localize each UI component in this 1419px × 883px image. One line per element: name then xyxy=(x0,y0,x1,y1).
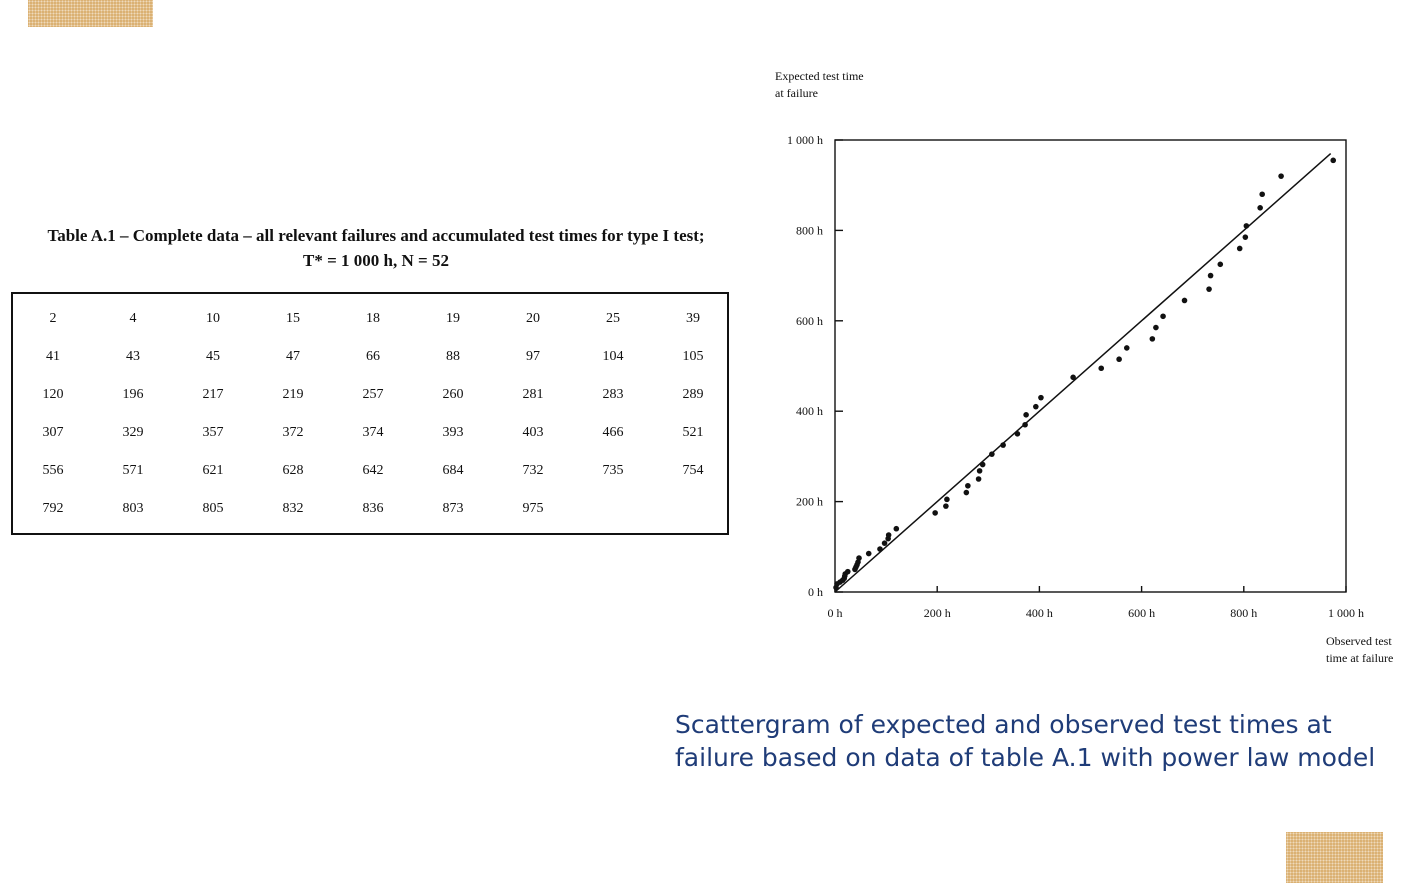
table-cell xyxy=(573,490,653,528)
table-cell: 374 xyxy=(362,425,384,440)
y-tick-label: 600 h xyxy=(796,313,823,328)
data-point xyxy=(980,462,986,468)
table-cell: 43 xyxy=(126,349,140,364)
table-cell: 4 xyxy=(129,311,137,326)
table-cell: 873 xyxy=(442,501,464,516)
table-cell: 571 xyxy=(122,463,144,478)
table-row xyxy=(13,338,733,376)
table-cell: 104 xyxy=(602,349,624,364)
y-tick-label: 200 h xyxy=(796,494,823,509)
data-table xyxy=(13,300,733,528)
data-point xyxy=(1330,158,1336,164)
data-point xyxy=(886,532,892,538)
table-row xyxy=(13,490,733,528)
data-point xyxy=(1160,313,1166,319)
data-point xyxy=(866,551,872,557)
table-cell: 2 xyxy=(49,311,57,326)
caption-line2: failure based on data of table A.1 with power law model xyxy=(675,743,1376,772)
table-cell: 307 xyxy=(42,425,64,440)
table-cell: 329 xyxy=(122,425,144,440)
data-point xyxy=(964,490,970,496)
data-point xyxy=(977,468,983,474)
data-point xyxy=(1150,336,1156,342)
table-cell: 15 xyxy=(286,311,300,326)
table-row xyxy=(13,300,733,338)
table-cell: 45 xyxy=(206,349,220,364)
data-point xyxy=(1208,273,1214,279)
table-cell: 289 xyxy=(682,387,704,402)
table-cell: 120 xyxy=(42,387,64,402)
table-cell: 393 xyxy=(442,425,464,440)
table-cell: 642 xyxy=(362,463,384,478)
data-point xyxy=(1243,234,1249,240)
data-point xyxy=(856,555,862,561)
table-cell: 41 xyxy=(46,349,60,364)
table-row xyxy=(13,376,733,414)
data-point xyxy=(894,526,900,532)
table-cell: 735 xyxy=(602,463,624,478)
x-tick-label: 0 h xyxy=(827,606,843,620)
decorative-top-bar xyxy=(28,0,153,27)
data-point xyxy=(1206,286,1212,292)
table-title xyxy=(6,223,746,273)
table-cell: 260 xyxy=(442,387,464,402)
data-points xyxy=(833,158,1336,591)
table-cell: 257 xyxy=(362,387,384,402)
table-cell: 792 xyxy=(42,501,64,516)
data-point xyxy=(1124,345,1130,351)
y-axis-label-line1: Expected test time xyxy=(775,69,864,83)
table-cell: 466 xyxy=(602,425,624,440)
data-point xyxy=(965,483,971,489)
data-point xyxy=(1098,365,1104,371)
table-cell: 10 xyxy=(206,311,220,326)
table-title-line1: Table A.1 – Complete data – all relevant failures and accumulated test times for type I test; xyxy=(47,226,705,245)
data-point xyxy=(1278,173,1284,179)
table-cell: 805 xyxy=(202,501,224,516)
table-row xyxy=(13,452,733,490)
data-point xyxy=(1070,375,1076,381)
x-tick-label: 800 h xyxy=(1230,606,1258,620)
data-point xyxy=(1237,246,1243,252)
data-point xyxy=(932,510,938,516)
caption-line1: Scattergram of expected and observed test times at xyxy=(675,710,1332,739)
table-cell: 217 xyxy=(202,387,224,402)
table-cell: 19 xyxy=(446,311,460,326)
table-cell: 25 xyxy=(606,311,620,326)
table-cell: 621 xyxy=(202,463,224,478)
table-cell: 684 xyxy=(442,463,464,478)
data-point xyxy=(1023,412,1029,418)
table-cell: 832 xyxy=(282,501,304,516)
y-tick-label: 800 h xyxy=(796,223,823,238)
table-cell: 357 xyxy=(202,425,224,440)
data-point xyxy=(1182,298,1188,304)
table-cell: 521 xyxy=(682,425,704,440)
table-cell: 66 xyxy=(366,349,380,364)
x-tick-label: 1 000 h xyxy=(1328,606,1364,620)
table-cell: 47 xyxy=(286,349,300,364)
x-tick-label: 400 h xyxy=(1025,606,1053,620)
data-point xyxy=(877,546,883,552)
data-point xyxy=(1259,191,1265,197)
data-point xyxy=(989,451,995,457)
table-cell: 105 xyxy=(682,349,704,364)
table-cell: 18 xyxy=(366,311,380,326)
data-point xyxy=(976,476,982,482)
data-point xyxy=(845,569,851,575)
data-point xyxy=(943,503,949,509)
data-point xyxy=(1244,223,1250,229)
data-point xyxy=(1257,205,1263,211)
table-cell: 219 xyxy=(282,387,304,402)
data-point xyxy=(1116,356,1122,362)
x-axis-label-line2: time at failure xyxy=(1326,651,1394,665)
data-point xyxy=(944,497,950,503)
table-cell: 975 xyxy=(522,501,544,516)
data-point xyxy=(1015,431,1021,437)
table-row xyxy=(13,414,733,452)
scatter-chart xyxy=(760,60,1415,675)
table-cell: 403 xyxy=(522,425,544,440)
x-axis-label-line1: Observed test xyxy=(1326,634,1392,648)
y-tick-label: 400 h xyxy=(796,404,823,419)
table-cell: 732 xyxy=(522,463,544,478)
table-title-line2: T* = 1 000 h, N = 52 xyxy=(303,251,449,270)
data-point xyxy=(1038,395,1044,401)
table-cell: 196 xyxy=(122,387,144,402)
table-cell: 88 xyxy=(446,349,460,364)
fit-line xyxy=(835,154,1331,592)
y-axis-label-line2: at failure xyxy=(775,86,818,100)
table-cell: 372 xyxy=(282,425,304,440)
table-cell: 556 xyxy=(42,463,64,478)
table-cell: 803 xyxy=(122,501,144,516)
y-tick-label: 1 000 h xyxy=(787,133,823,147)
data-point xyxy=(1000,442,1006,448)
table-cell: 281 xyxy=(522,387,544,402)
fit-line-layer xyxy=(835,154,1331,592)
table-cell: 97 xyxy=(526,349,540,364)
data-point xyxy=(1217,262,1223,268)
table-cell: 20 xyxy=(526,311,540,326)
table-cell: 754 xyxy=(682,463,704,478)
table-cell: 836 xyxy=(362,501,384,516)
data-point xyxy=(1153,325,1159,331)
x-tick-label: 600 h xyxy=(1128,606,1156,620)
y-tick-label: 0 h xyxy=(808,585,823,599)
table-cell: 283 xyxy=(602,387,624,402)
x-tick-label: 200 h xyxy=(923,606,951,620)
table-cell: 628 xyxy=(282,463,304,478)
decorative-bottom-bar xyxy=(1286,832,1383,883)
table-cell: 39 xyxy=(686,311,700,326)
data-point xyxy=(1022,422,1028,428)
table-cell xyxy=(653,490,733,528)
figure-caption xyxy=(675,708,1415,774)
data-point xyxy=(882,540,888,546)
data-point xyxy=(1033,404,1039,410)
